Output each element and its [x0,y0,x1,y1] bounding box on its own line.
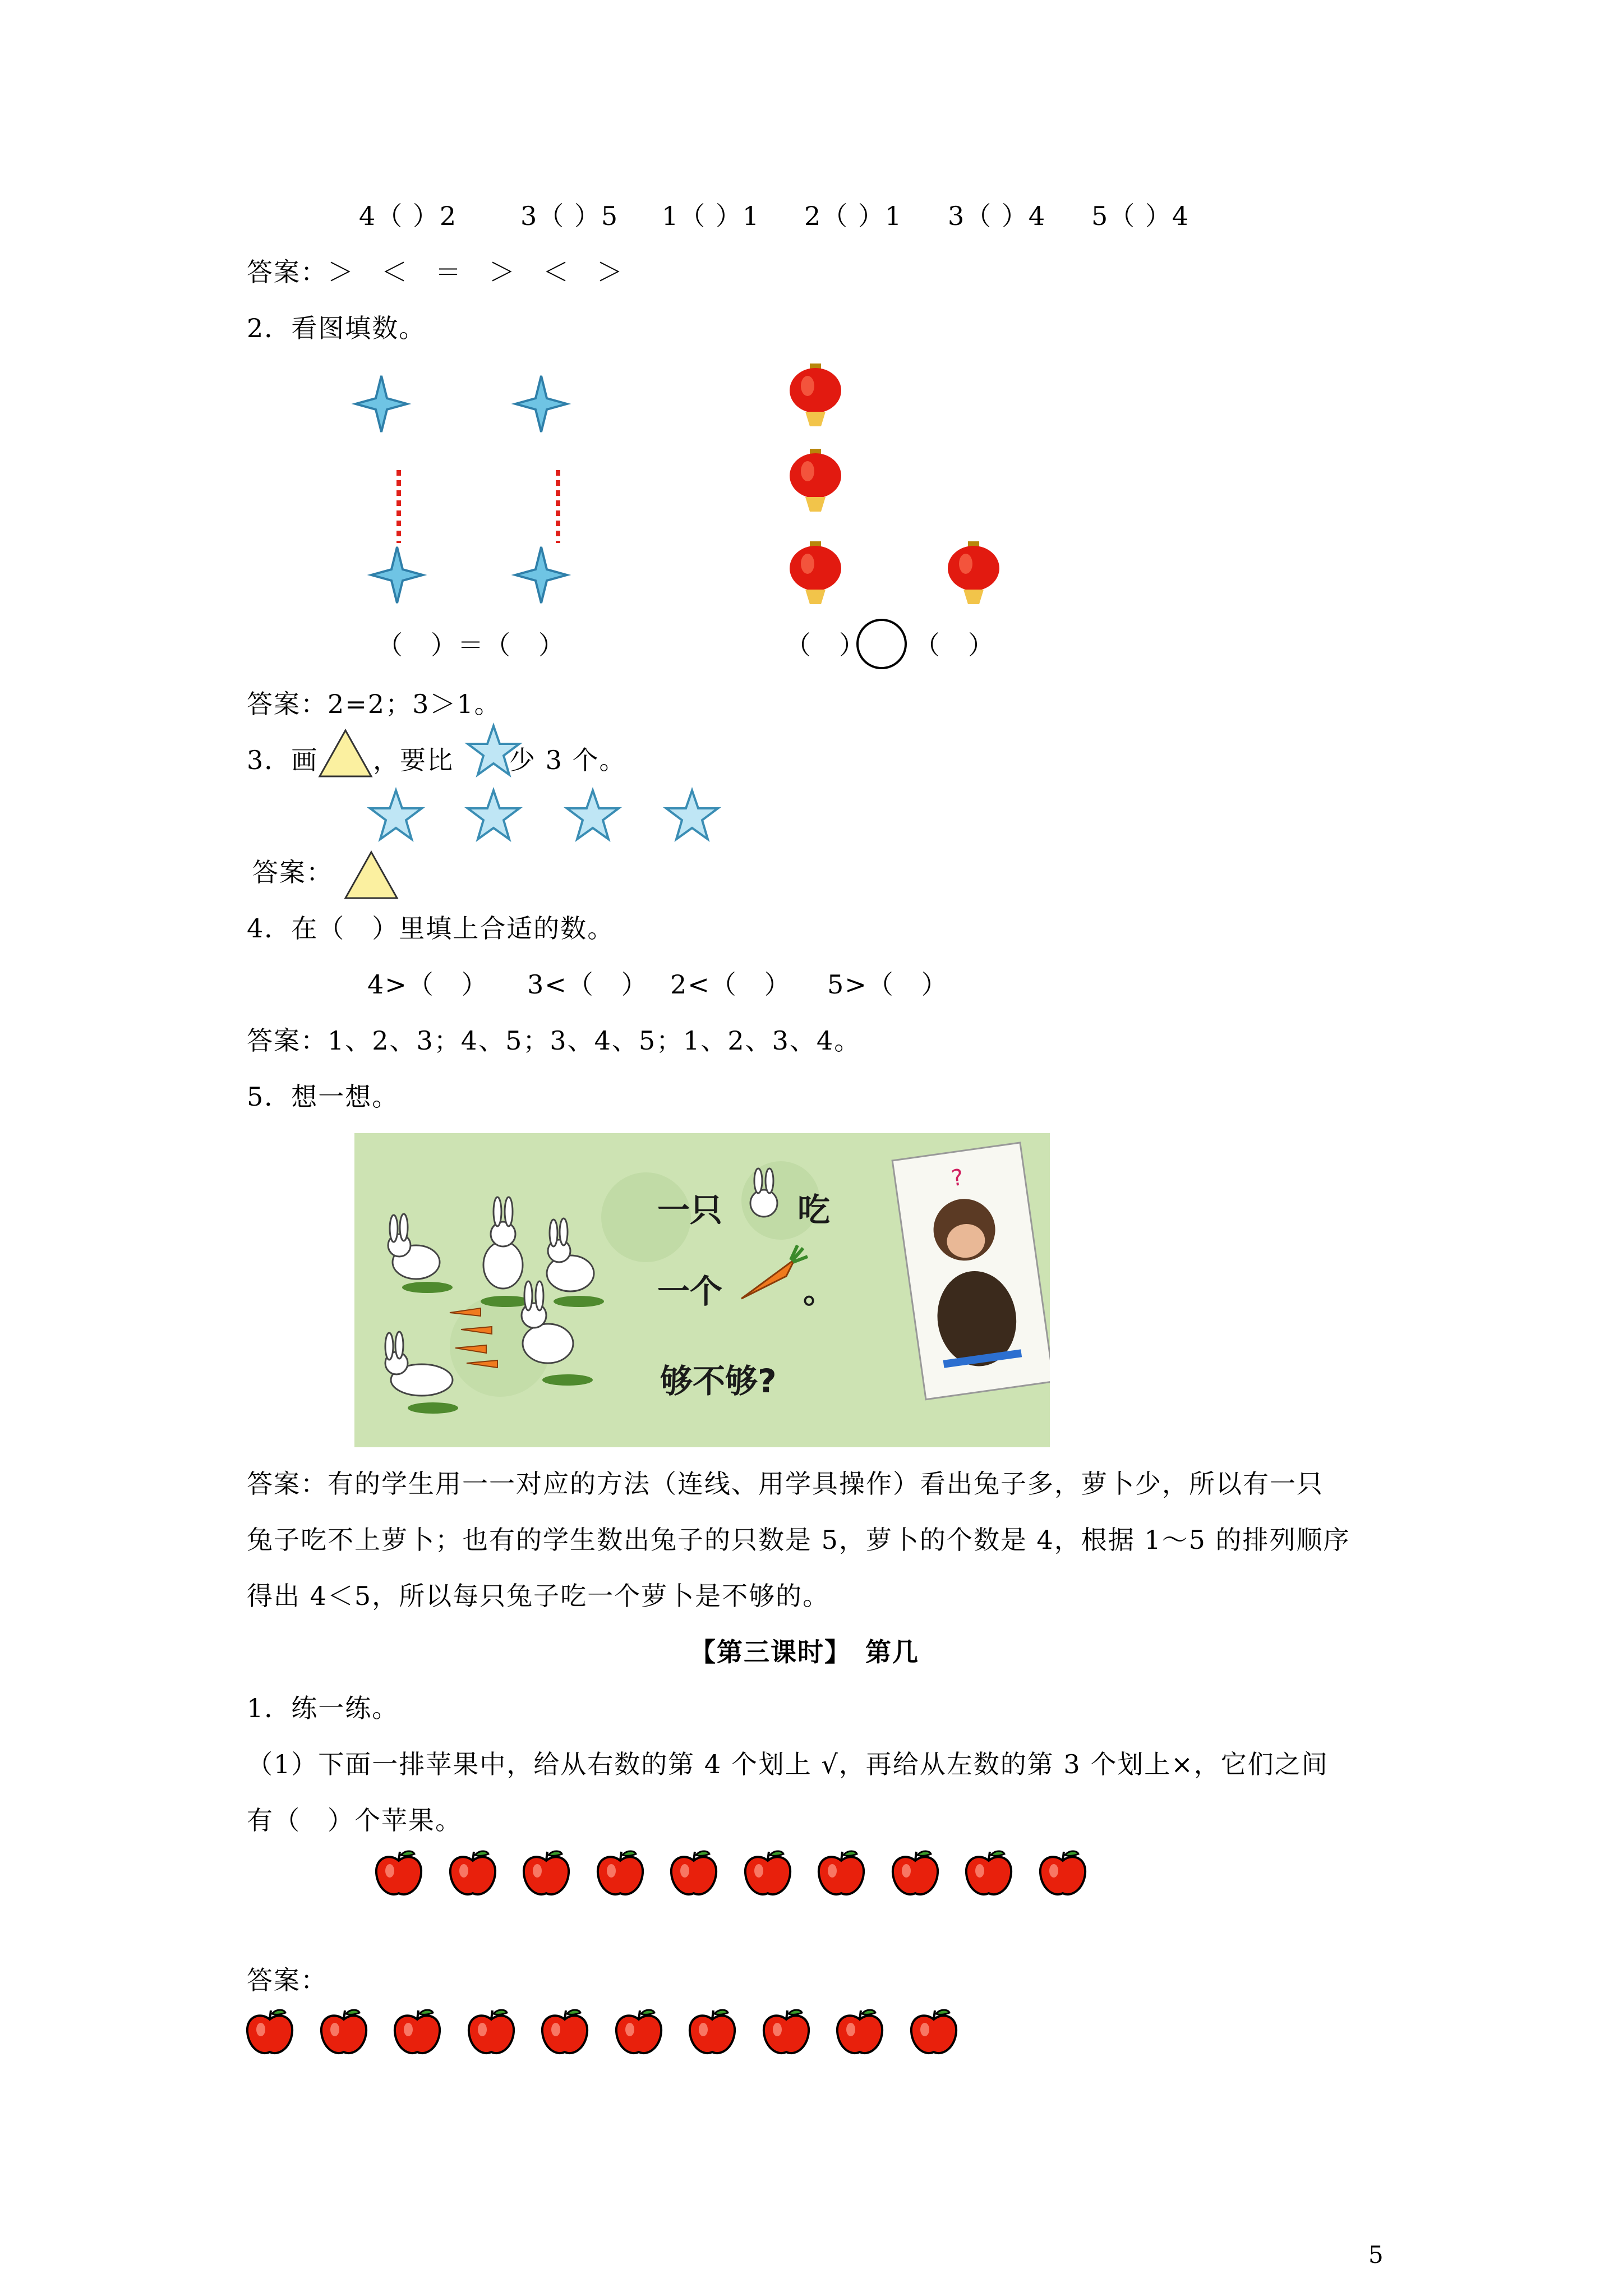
q3-prefix: 3．画 [247,745,319,775]
triangle-icon [343,850,399,900]
apple-icon [889,1848,941,1899]
apple-icon [1037,1848,1089,1899]
q4-blank-2: 2<（ ） [670,969,791,1000]
q5-answer-line-1: 兔子吃不上萝卜；也有的学生数出兔子的只数是 5，萝卜的个数是 4，根据 1～5 的排列顺序 [247,1525,1350,1555]
lantern-icon [787,541,843,606]
apple-icon [760,2007,812,2058]
q1-comparison-3: 2（ ）1 [804,201,903,231]
star-icon [664,788,720,842]
lesson3-item1: 1．练一练。 [247,1693,399,1723]
triangle-icon [317,728,374,779]
apple-icon [318,2007,370,2058]
q4-answer: 答案：1、2、3；4、5；3、4、5；1、2、3、4。 [247,1025,861,1056]
lesson3-sub1-line1: （1）下面一排苹果中，给从右数的第 4 个划上 √，再给从左数的第 3 个划上×，它们之间 [247,1749,1329,1779]
lantern-icon [946,541,1002,606]
apple-icon [465,2007,517,2058]
illustration-text-period: 。 [803,1272,836,1310]
apple-icon [520,1848,572,1899]
dashed-line [396,470,402,543]
q2-right-right-paren: （ ） [914,630,995,660]
q1-comparison-2: 1（ ）1 [662,201,760,231]
page-number: 5 [1368,2241,1384,2269]
illustration-text-yizhi: 一只 [657,1191,723,1229]
q1-comparison-4: 3（ ）4 [948,201,1046,231]
apple-icon [686,2007,738,2058]
q4-blank-3: 5>（ ） [827,969,948,1000]
q4-title: 4．在（ ）里填上合适的数。 [247,913,615,944]
q4-blank-0: 4>（ ） [367,969,488,1000]
q4-blank-1: 3<（ ） [527,969,648,1000]
q3-answer: 答案： [252,857,333,887]
lantern-icon [787,449,843,513]
apple-icon [613,2007,665,2058]
q2-left-blank: （ ）＝（ ） [377,630,565,660]
apple-icon [447,1848,499,1899]
apple-icon [834,2007,886,2058]
apple-icon [373,1848,425,1899]
apple-icon [594,1848,646,1899]
sparkle-star-icon [353,373,409,435]
illustration-text-enough: 够不够? [660,1362,777,1400]
star-icon [368,788,424,842]
q1-comparison-5: 5（ ）4 [1091,201,1190,231]
q1-answer: 答案：＞ ＜ ＝ ＞ ＜ ＞ [247,257,624,287]
lesson3-heading: 【第三课时】 第几 [690,1637,919,1667]
lesson3-sub1-line2: 有（ ）个苹果。 [247,1805,462,1835]
apple-icon [668,1848,720,1899]
sparkle-star-icon [369,544,425,606]
q1-comparison-1: 3（ ）5 [520,201,619,231]
sparkle-star-icon [513,373,569,435]
apple-icon [742,1848,794,1899]
apple-icon [963,1848,1015,1899]
q2-right-left-paren: （ ） [785,630,866,660]
q2-answer: 答案：2=2；3＞1。 [247,689,501,719]
illustration-text-yige: 一个 [657,1272,723,1310]
q3-suffix: 少 3 个。 [509,745,626,775]
sparkle-star-icon [513,544,569,606]
q5-answer-line-2: 得出 4＜5，所以每只兔子吃一个萝卜是不够的。 [247,1581,830,1611]
apple-icon [244,2007,296,2058]
apple-icon [539,2007,591,2058]
q1-comparison-0: 4（ ）2 [359,201,458,231]
illustration-text-chi: 吃 [797,1191,831,1229]
q5-title: 5．想一想。 [247,1082,399,1112]
rabbit-carrot-illustration [354,1133,1050,1447]
q3-middle: ，要比 [373,745,454,775]
apple-icon [815,1848,867,1899]
q5-answer-line-0: 答案：有的学生用一一对应的方法（连线、用学具操作）看出兔子多，萝卜少，所以有一只 [247,1469,1324,1499]
compare-circle-icon [855,617,909,671]
q2-title: 2．看图填数。 [247,313,426,343]
star-icon [465,788,522,842]
dashed-line [555,470,561,543]
svg-text:?: ? [949,1164,965,1192]
lantern-icon [787,364,843,428]
lesson3-answer: 答案： [247,1965,328,1995]
star-icon [565,788,621,842]
apple-icon [908,2007,960,2058]
apple-icon [391,2007,443,2058]
